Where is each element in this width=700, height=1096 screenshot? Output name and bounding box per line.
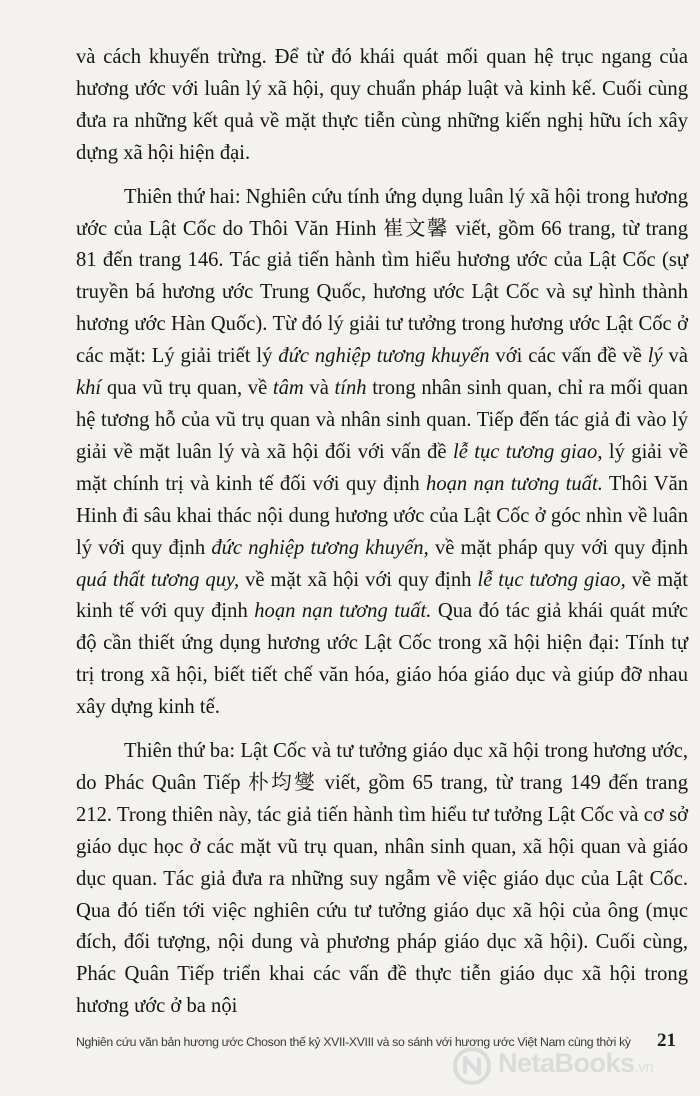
text-run: Thôi Văn Hinh đi sâu khai thác nội dung hương ước của Lật Cốc ở góc nhìn về luân lý với quy định — [76, 472, 689, 559]
paragraph — [76, 42, 688, 170]
italic-term: hoạn nạn tương tuất. — [426, 472, 603, 495]
text-run: về mặt pháp quy với quy định — [428, 536, 688, 559]
watermark-suffix: .vn — [634, 1059, 654, 1076]
italic-term: tính — [334, 377, 367, 400]
body-text — [76, 42, 688, 1023]
italic-term: đức nghiệp tương khuyến, — [211, 536, 429, 559]
italic-term: đức nghiệp tương khuyến — [278, 345, 490, 368]
italic-term: lý — [647, 345, 663, 368]
text-run: Thiên thứ ba: Lật Cốc và tư tưởng giáo dục xã hội trong hương ước, do Phác Quân Tiếp 朴均燮 viết, gồm 65 trang, từ trang 149 đến trang 212. Trong thiên này, tác giả tiến hành tìm hiểu tư tưởng Lật Cốc và cơ sở giáo dục học ở các mặt vũ trụ quan, nhân sinh quan, xã hội quan và giáo dục quan. Tác giả đưa ra những suy ngẫm về việc giáo dục của Lật Cốc. Qua đó tiến tới việc nghiên cứu tư tưởng giáo dục xã hội của ông (mục đích, đối tượng, nội dung và phương pháp giáo dục xã hội). Cuối cùng, Phác Quân Tiếp triển khai các vấn đề thực tiễn giáo dục xã hội trong hương ước ở ba nội — [76, 740, 688, 1018]
italic-term: lễ tục tương giao — [452, 440, 598, 463]
italic-term: tâm — [272, 377, 304, 400]
italic-term: quá thất tương quy, — [76, 568, 240, 591]
text-run: trong nhân sinh quan, chỉ ra mối quan hệ tương hỗ của vũ trụ quan và nhân sinh quan. Tiếp đến tác giả đi vào lý giải về mặt luân lý và xã hội đối với vấn đề — [76, 377, 688, 463]
italic-term: lễ tục tương giao, — [477, 568, 626, 591]
text-run: và — [303, 377, 335, 400]
text-run: về mặt xã hội với quy định — [239, 568, 478, 591]
running-title: Nghiên cứu văn bản hương ước Choson thế kỷ XVII-XVIII và so sánh với hương ước Việt Nam cùng thời kỳ — [76, 1035, 631, 1049]
text-run: qua vũ trụ quan, về — [101, 377, 273, 400]
watermark-brand: NetaBooks — [498, 1048, 635, 1078]
text-run: , lý giải về mặt chính trị và kinh tế đối với quy định — [76, 440, 688, 495]
text-run: về mặt kinh tế với quy định — [76, 568, 689, 623]
text-run: Qua đó tác giả khái quát mức độ cần thiết ứng dụng hương ước Lật Cốc trong xã hội hiện đại: Tính tự trị trong xã hội, biết tiết chế văn hóa, giáo hóa giáo dục và giúp đỡ nhau xây dựng kinh tế. — [76, 600, 688, 719]
italic-term: khí — [76, 377, 102, 400]
text-run: và — [662, 345, 688, 368]
paragraph — [76, 182, 688, 724]
text-run: với các vấn đề về — [489, 345, 648, 368]
page-footer — [76, 1030, 688, 1058]
italic-term: hoạn nạn tương tuất. — [254, 600, 432, 623]
paragraph — [76, 736, 688, 1023]
text-run: và cách khuyến trừng. Để từ đó khái quát mối quan hệ trục ngang của hương ước với luân lý xã hội, quy chuẩn pháp luật và kinh kế. Cuối cùng đưa ra những kết quả về mặt thực tiễn cùng những kiến nghị hữu ích xây dựng xã hội hiện đại. — [76, 46, 688, 164]
text-run: Thiên thứ hai: Nghiên cứu tính ứng dụng luân lý xã hội trong hương ước của Lật Cốc do Thôi Văn Hinh 崔文馨 viết, gồm 66 trang, từ trang 81 đến trang 146. Tác giả tiến hành tìm hiểu hương ước của Lật Cốc (sự truyền bá hương ước Trung Quốc, hương ước Lật Cốc và sự hình thành hương ước Hàn Quốc). Từ đó lý giải tư tưởng trong hương ước Lật Cốc ở các mặt: Lý giải triết lý — [76, 185, 688, 368]
page-number: 21 — [657, 1030, 676, 1051]
